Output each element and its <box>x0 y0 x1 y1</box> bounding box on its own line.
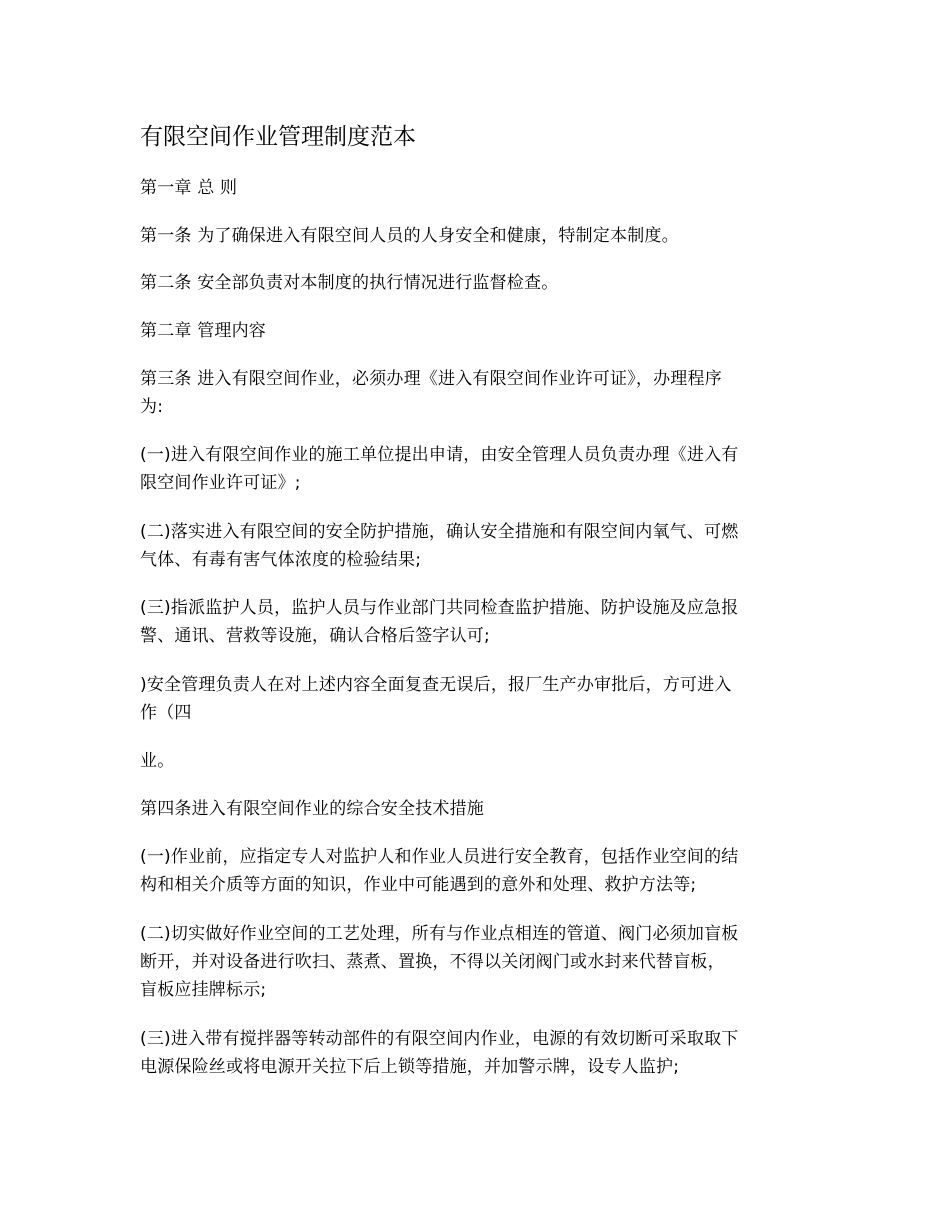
text-line: (二)落实进入有限空间的安全防护措施，确认安全措施和有限空间内氧气、可燃 <box>140 522 739 542</box>
text-line: (三)指派监护人员，监护人员与作业部门共同检查监护措施、防护设施及应急报 <box>140 598 739 618</box>
text-line: (三)进入带有搅拌器等转动部件的有限空间内作业，电源的有效切断可采取取下 <box>140 1029 739 1049</box>
article-3-item-2 <box>140 518 830 574</box>
text-line: (二)切实做好作业空间的工艺处理，所有与作业点相连的管道、阀门必须加盲板 <box>140 924 739 944</box>
text-line: (一)进入有限空间作业的施工单位提出申请，由安全管理人员负责办理《进入有 <box>140 445 739 465</box>
text-line: 第一条 为了确保进入有限空间人员的人身安全和健康，特制定本制度。 <box>140 226 679 246</box>
text-line: 盲板应挂牌标示; <box>140 980 267 1000</box>
chapter-1-heading <box>140 174 830 202</box>
article-4 <box>140 795 830 823</box>
text-line: 第三条 进入有限空间作业，必须办理《进入有限空间作业许可证》，办理程序 <box>140 369 722 389</box>
article-2 <box>140 269 830 297</box>
text-line: 警、通讯、营救等设施，确认合格后签字认可; <box>140 626 490 646</box>
text-line: 第二条 安全部负责对本制度的执行情况进行监督检查。 <box>140 273 559 293</box>
text-line: 构和相关介质等方面的知识，作业中可能遇到的意外和处理、救护方法等; <box>140 875 697 895</box>
text-line: )安全管理负责人在对上述内容全面复查无误后，报厂生产办审批后，方可进入 <box>140 675 732 695</box>
text-line: 业。 <box>140 751 175 771</box>
text-line: 第一章 总 则 <box>140 178 238 198</box>
article-4-item-2 <box>140 920 830 1004</box>
article-3-item-1 <box>140 441 830 497</box>
text-line: 第二章 管理内容 <box>140 321 267 341</box>
article-1 <box>140 222 830 250</box>
text-line: 第四条进入有限空间作业的综合安全技术措施 <box>140 799 484 819</box>
article-3 <box>140 365 830 421</box>
article-4-item-1 <box>140 843 830 899</box>
text-line: 作（四 <box>140 703 192 723</box>
text-line: 气体、有毒有害气体浓度的检验结果; <box>140 550 422 570</box>
text-line: (一)作业前，应指定专人对监护人和作业人员进行安全教育，包括作业空间的结 <box>140 847 739 867</box>
chapter-2-heading <box>140 317 830 345</box>
text-line: 为: <box>140 397 164 417</box>
article-4-item-3 <box>140 1025 830 1081</box>
text-line: 断开，并对设备进行吹扫、蒸煮、置换，不得以关闭阀门或水封来代替盲板， <box>140 952 725 972</box>
article-3-item-4-continued <box>140 747 830 775</box>
text-line: 电源保险丝或将电源开关拉下后上锁等措施，并加警示牌，设专人监护; <box>140 1057 680 1077</box>
document-title: 有限空间作业管理制度范本 <box>140 124 416 150</box>
text-line: 限空间作业许可证》; <box>140 473 301 493</box>
article-3-item-3 <box>140 594 830 650</box>
article-3-item-4 <box>140 671 830 727</box>
